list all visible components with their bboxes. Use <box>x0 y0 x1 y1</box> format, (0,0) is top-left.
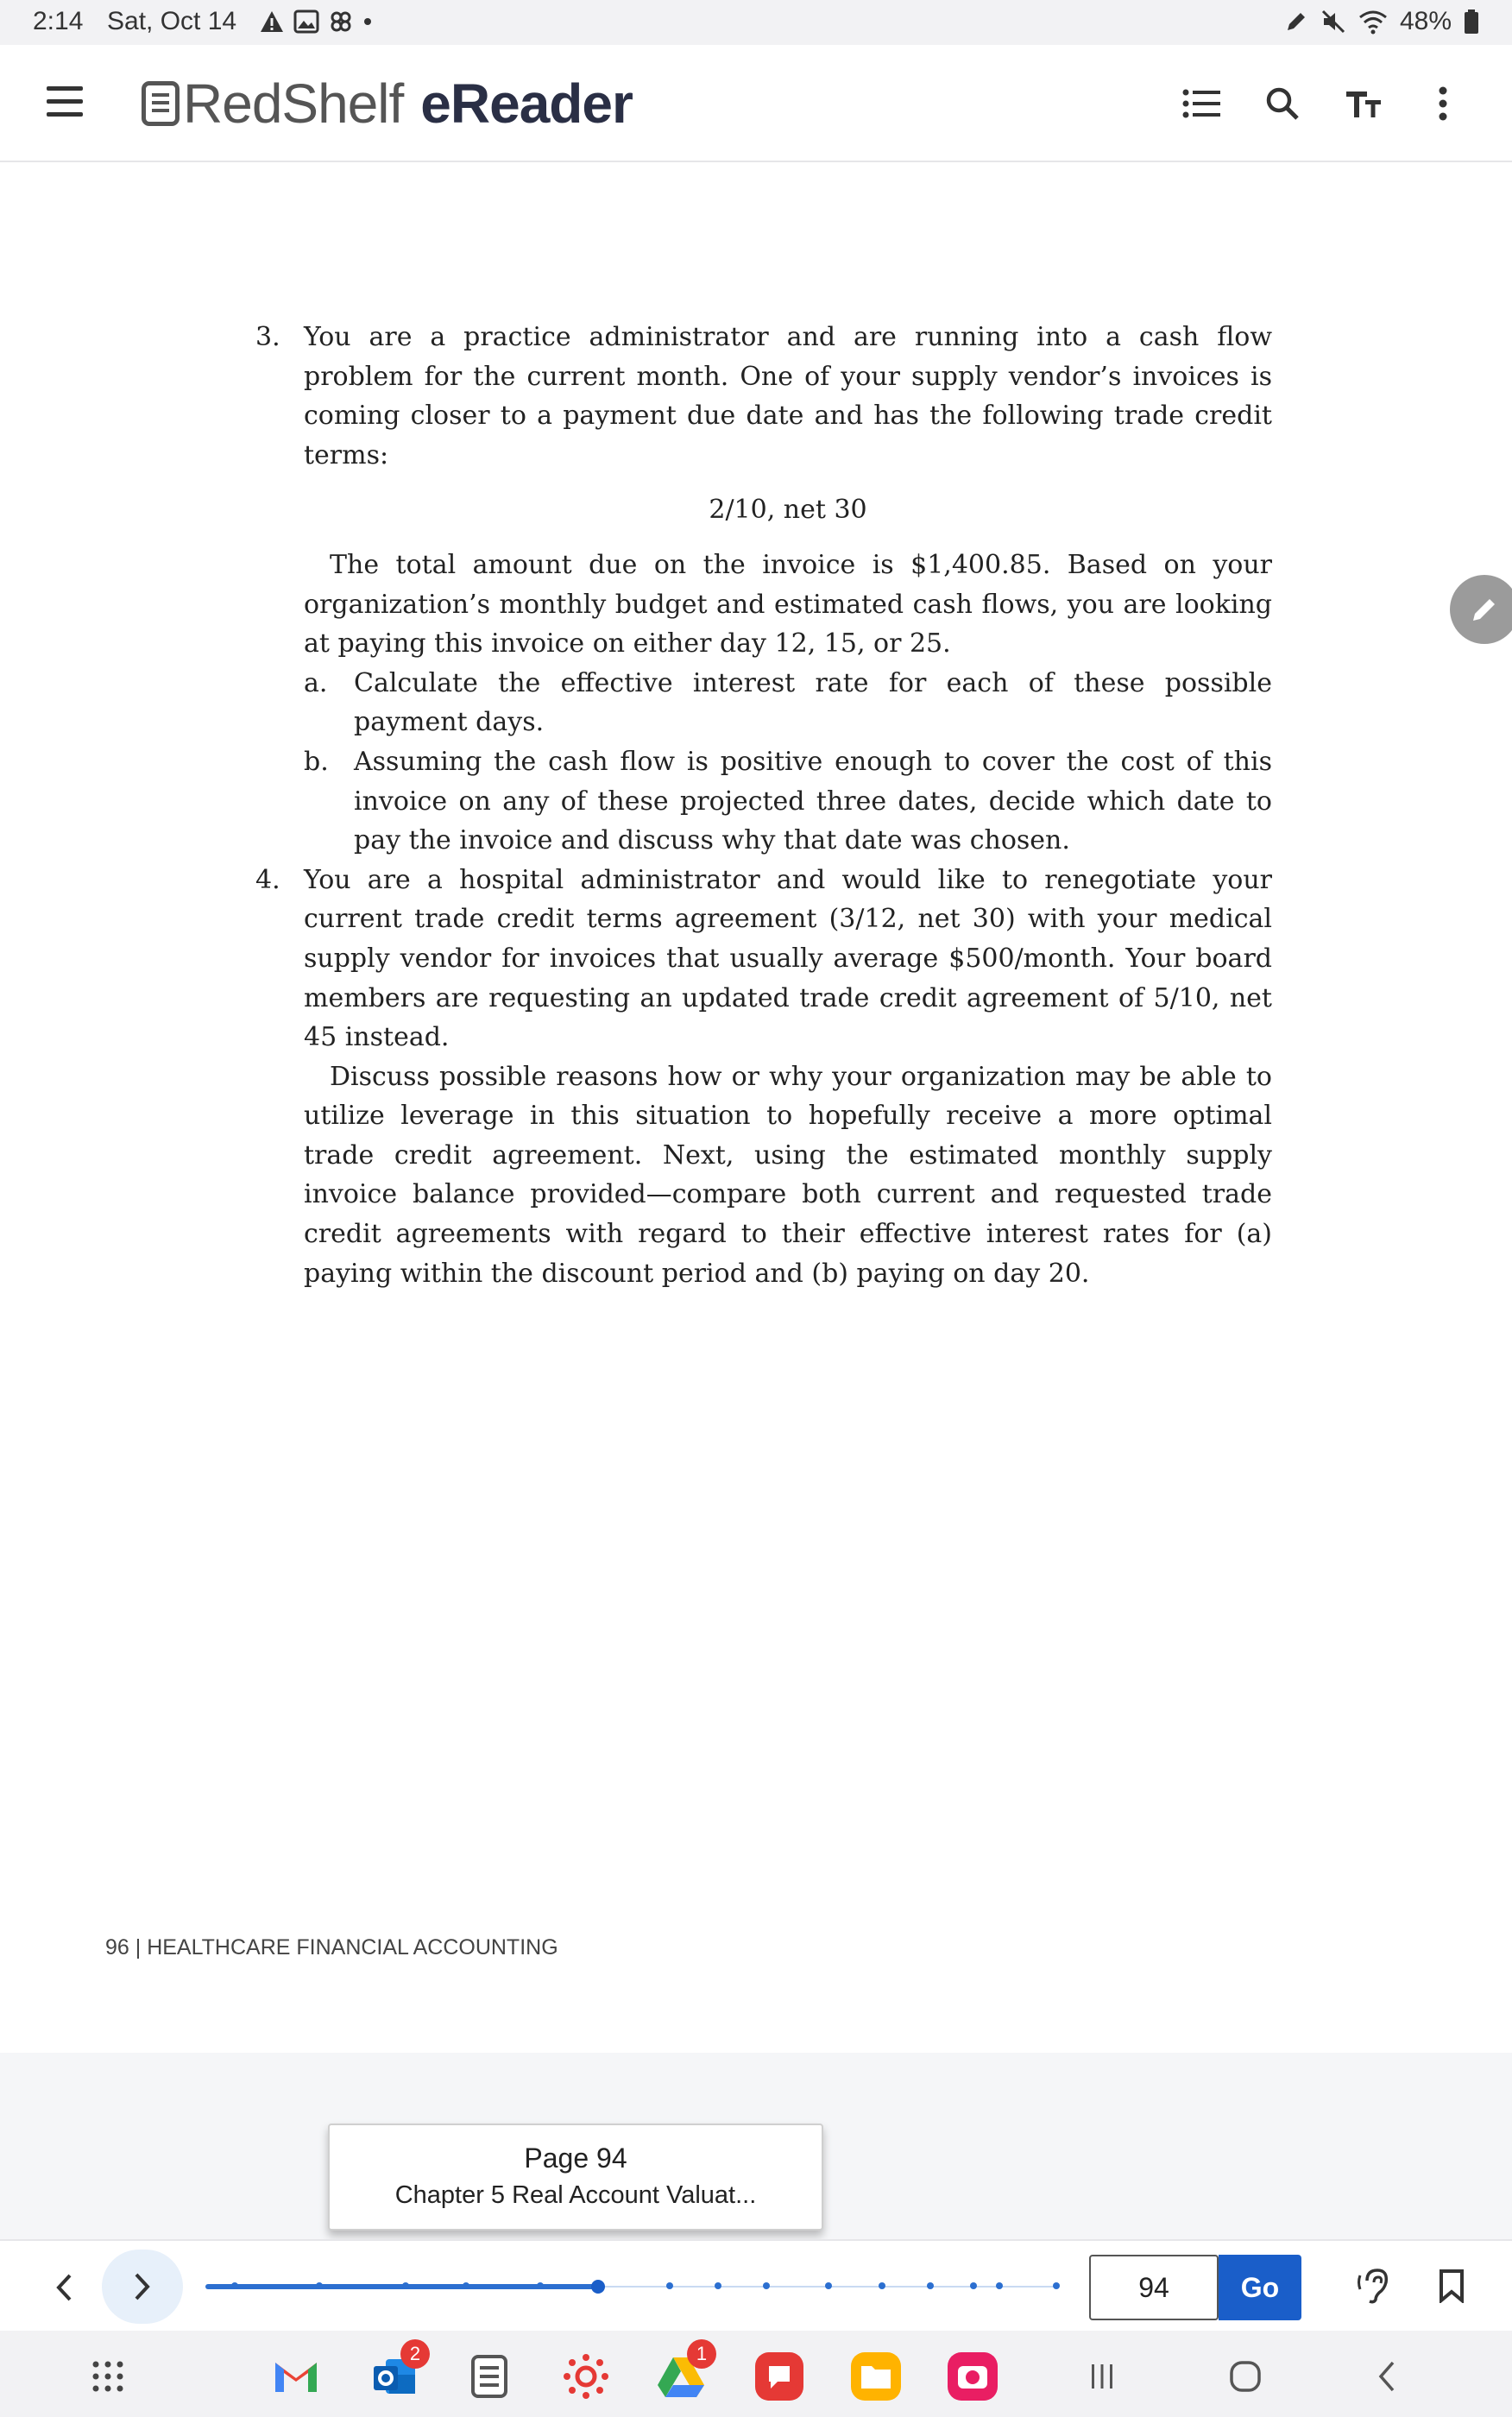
sub-label: b. <box>304 746 329 777</box>
sub-question-b <box>304 742 1272 861</box>
question-4 <box>255 861 1272 1294</box>
more-options-button[interactable] <box>1415 76 1471 131</box>
messages-app[interactable] <box>753 2350 806 2403</box>
outlook-badge: 2 <box>400 2339 430 2369</box>
chapter-marker <box>316 2282 323 2289</box>
app-drawer-button[interactable] <box>81 2350 135 2403</box>
tooltip-page: Page 94 <box>524 2142 627 2174</box>
previous-page-button[interactable] <box>38 2262 90 2313</box>
credit-terms: 2/10, net 30 <box>709 495 867 526</box>
sub-text: Assuming the cash flow is positive enough to cover the cost of this invoice on any of these projected three dates, decide which date to pay the invoice and discuss why that date was chosen. <box>354 746 1272 856</box>
question-3 <box>255 318 1272 475</box>
list-icon <box>1182 88 1220 119</box>
question-3-paragraph <box>255 546 1272 861</box>
status-bar <box>0 0 1512 45</box>
question-text: You are a hospital administrator and would like to renegotiate your current trade credit terms agreement (3/12, net 30) with your medical supply vendor for invoices that usually average $500/month. Your board members are requesting an updated trade credit agreement of 5/10, net 45 instead. <box>304 864 1272 1053</box>
tooltip-chapter: Chapter 5 Real Account Valuat... <box>394 2181 757 2209</box>
chapter-marker <box>879 2282 885 2289</box>
progress-thumb[interactable] <box>591 2280 605 2294</box>
search-button[interactable] <box>1255 76 1310 131</box>
chapter-marker <box>715 2282 721 2289</box>
battery-percent: 48% <box>1399 7 1452 35</box>
gallery-icon <box>293 9 319 34</box>
chapter-marker <box>825 2282 832 2289</box>
redshelf-app[interactable] <box>463 2350 516 2403</box>
read-aloud-button[interactable] <box>1348 2260 1400 2312</box>
camera-app[interactable] <box>946 2350 999 2403</box>
page-number-input[interactable]: 94 <box>1089 2255 1219 2320</box>
ereader-icon <box>470 2354 508 2399</box>
search-icon <box>1265 86 1300 121</box>
home-icon <box>1228 2359 1263 2394</box>
ear-icon <box>1357 2267 1391 2305</box>
chapter-marker <box>763 2282 770 2289</box>
question-text: You are a practice administrator and are running into a cash flow problem for the current month. One of your supply vendor’s invoices is coming closer to a payment due date and has the following trade credit terms: <box>304 322 1272 470</box>
chat-icon <box>753 2351 805 2402</box>
status-time: 2:14 <box>33 7 84 35</box>
annotate-button[interactable] <box>1450 575 1512 644</box>
table-of-contents-button[interactable] <box>1174 76 1229 131</box>
gmail-app[interactable] <box>269 2350 323 2403</box>
bookmark-icon <box>1438 2269 1465 2303</box>
bookmark-button[interactable] <box>1426 2260 1477 2312</box>
app-header <box>0 45 1512 162</box>
status-notification-icons <box>259 7 373 36</box>
text-size-button[interactable] <box>1336 76 1391 131</box>
book-logo-icon <box>142 81 180 126</box>
sub-question-a <box>304 664 1272 742</box>
chevron-right-icon <box>133 2272 152 2301</box>
paragraph-text: Discuss possible reasons how or why your organization may be able to utilize leverage in this situation to hopefully receive a more optimal trade credit agreement. Next, using the estimated monthly supply invoice balance provided—compare both current and requested trade credit agreements with regard to their effective interest rates for (a) paying within the discount period and (b) paying on day 20. <box>304 1061 1272 1289</box>
chapter-marker <box>927 2282 934 2289</box>
chapter-marker <box>463 2282 469 2289</box>
camera-icon <box>946 2351 999 2402</box>
gmail-icon <box>272 2357 320 2395</box>
page-preview-tooltip <box>328 2124 823 2231</box>
page-progress-slider[interactable] <box>205 2284 1060 2289</box>
home-button[interactable] <box>1219 2350 1272 2403</box>
battery-icon <box>1464 9 1479 35</box>
outlook-app[interactable] <box>368 2343 421 2403</box>
chapter-marker <box>666 2282 673 2289</box>
page-navigation-bar <box>0 2239 1512 2331</box>
mute-icon <box>1320 9 1346 35</box>
menu-icon[interactable] <box>47 86 83 117</box>
recent-apps-button[interactable] <box>1075 2350 1129 2403</box>
chapter-marker <box>231 2282 238 2289</box>
wifi-icon <box>1358 9 1388 35</box>
chapter-marker <box>402 2282 409 2289</box>
alert-icon <box>259 9 285 34</box>
status-date: Sat, Oct 14 <box>107 7 237 35</box>
google-drive-app[interactable] <box>654 2343 708 2403</box>
sub-text: Calculate the effective interest rate for each of these possible payment days. <box>354 667 1272 738</box>
chapter-marker <box>1053 2282 1060 2289</box>
brand-product: eReader <box>420 73 633 135</box>
paragraph-text: The total amount due on the invoice is $1,400.85. Based on your organization’s monthly budget and estimated cash flows, you are looking at paying this invoice on either day 12, 15, or 25. <box>304 549 1272 659</box>
apps-grid-icon <box>91 2359 125 2394</box>
next-page-button[interactable] <box>102 2250 183 2324</box>
text-size-icon <box>1345 88 1383 119</box>
question-number: 4. <box>255 864 280 895</box>
files-app[interactable] <box>849 2350 903 2403</box>
sub-label: a. <box>304 667 328 698</box>
pencil-icon <box>1469 594 1500 625</box>
android-taskbar <box>0 2331 1512 2417</box>
canvas-app[interactable] <box>559 2350 613 2403</box>
brand-name: RedShelf <box>183 73 404 135</box>
back-button[interactable] <box>1360 2350 1414 2403</box>
chapter-marker <box>996 2282 1003 2289</box>
reader-page <box>0 164 1512 2053</box>
page-content <box>255 318 1272 1293</box>
app-notification-icon <box>328 9 354 35</box>
recents-icon <box>1089 2361 1115 2392</box>
pen-icon <box>1284 9 1308 34</box>
status-system-icons <box>1284 7 1479 36</box>
chevron-left-icon <box>54 2273 73 2302</box>
go-button[interactable]: Go <box>1219 2255 1301 2320</box>
more-vert-icon <box>1438 86 1448 121</box>
drive-badge: 1 <box>687 2339 716 2369</box>
dot-icon <box>362 16 373 27</box>
chapter-marker <box>970 2282 977 2289</box>
brand-logo <box>142 71 633 136</box>
folder-icon <box>849 2351 903 2402</box>
back-icon <box>1376 2359 1398 2394</box>
page-footer: 96 | HEALTHCARE FINANCIAL ACCOUNTING <box>105 1935 558 1959</box>
question-number: 3. <box>255 322 280 352</box>
canvas-icon <box>562 2352 610 2401</box>
chapter-marker <box>537 2282 544 2289</box>
